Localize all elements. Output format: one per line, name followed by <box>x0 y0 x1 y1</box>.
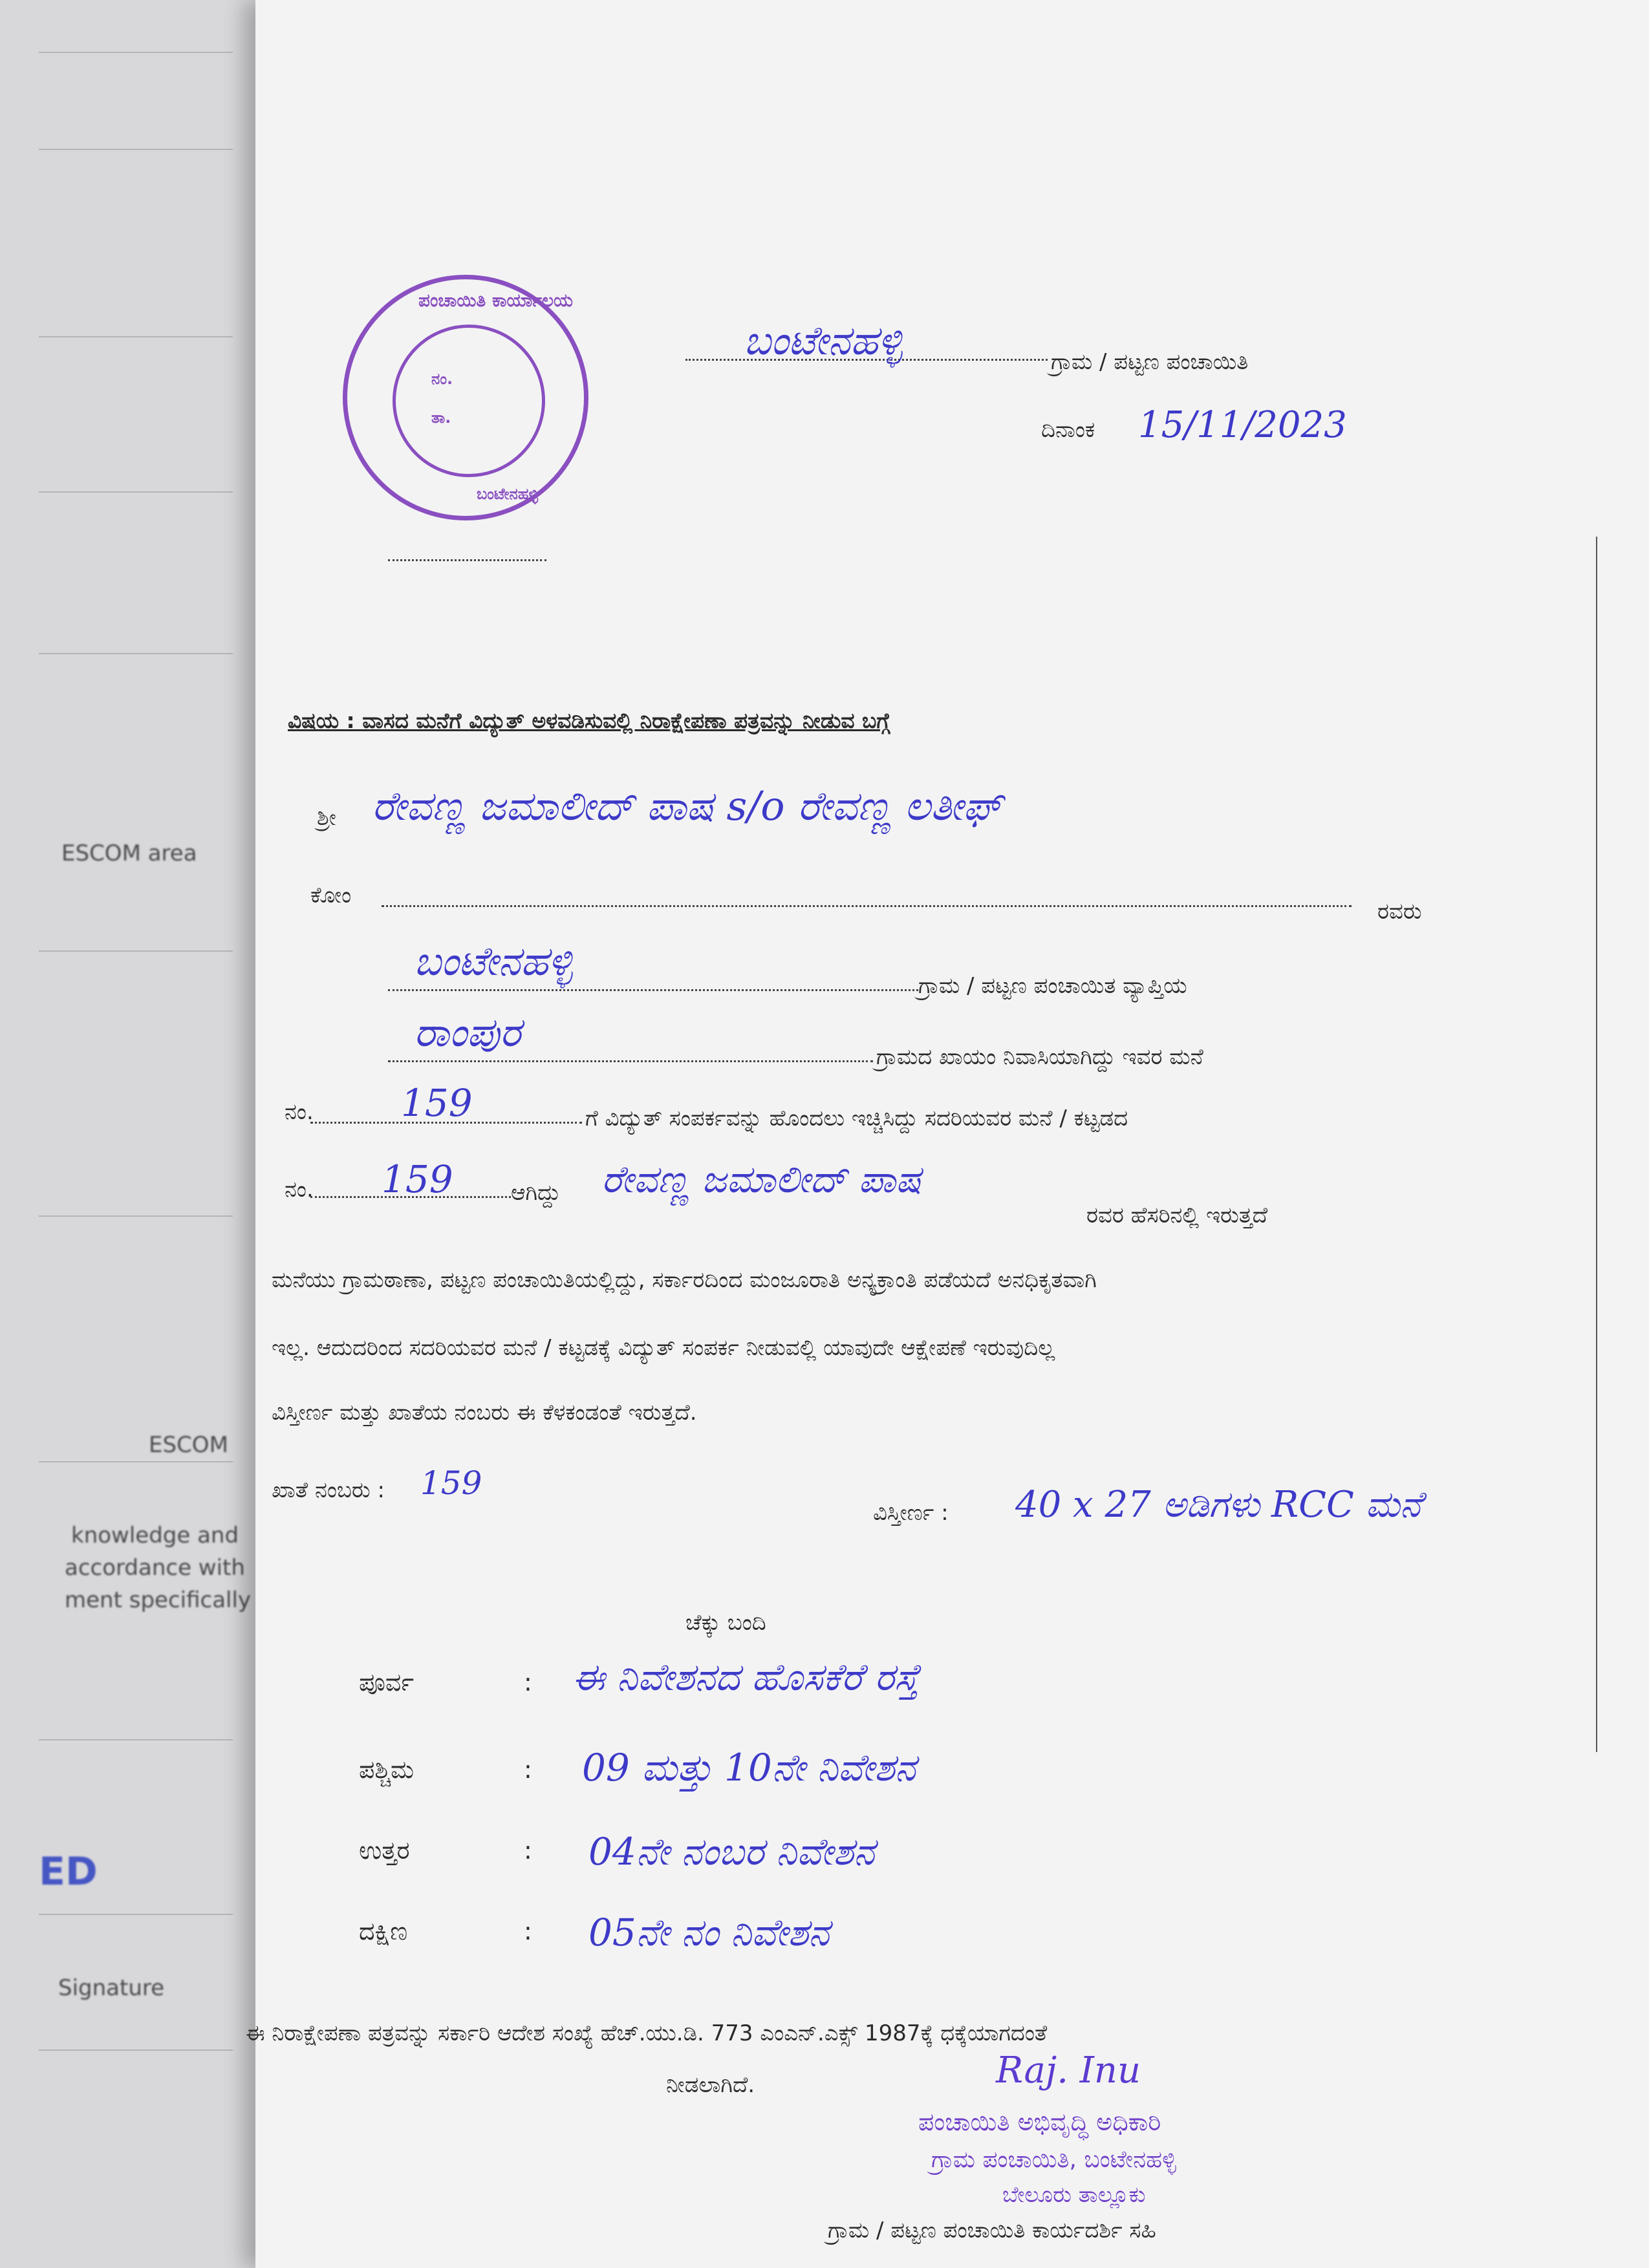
underlying-fragment: Signature <box>58 1975 165 2001</box>
government-order-line: ಈ ನಿರಾಕ್ಷೇಪಣಾ ಪತ್ರವನ್ನು ಸರ್ಕಾರಿ ಆದೇಶ ಸಂಖ್ಯೆ ಹೆಚ್.ಯು.ಡಿ. 773 ಎಂಎನ್.ಎಕ್ಸ್ 1987ಕ್ಕೆ ಧಕ್ಕೆಯಾಗದಂತೆ <box>246 2020 1048 2046</box>
boundary-colon: : <box>524 1836 532 1865</box>
divider <box>39 336 233 337</box>
divider <box>39 1739 233 1740</box>
house-no2-line <box>310 1196 511 1198</box>
applicant-name: ರೇವಣ್ಣ ಜಮಾಲೀದ್ ಪಾಷ s/o ರೇವಣ್ಣ ಲತೀಫ್ <box>372 782 1002 829</box>
divider <box>39 653 233 654</box>
boundary-south-label: ದಕ್ಷಿಣ <box>359 1917 408 1945</box>
boundary-south-value: 05ನೇ ನಂ ನಿವೇಶನ <box>588 1910 830 1954</box>
seal-date-text: ತಾ. <box>431 409 451 427</box>
no-prefix-2: ನಂ. <box>285 1177 314 1203</box>
boundaries-title: ಚೆಕ್ಕು ಬಂದಿ <box>685 1610 766 1636</box>
ravaru-label: ರವರು <box>1377 899 1422 925</box>
sri-label: ಶ್ರೀ <box>317 805 336 831</box>
area-value: 40 x 27 ಅಡಿಗಳು RCC ಮನೆ <box>1015 1484 1422 1526</box>
office-name: ಗ್ರಾಮ ಪಂಚಾಯಿತಿ, ಬಂಟೇನಹಳ್ಳಿ <box>931 2146 1176 2173</box>
place-line <box>388 1060 873 1062</box>
underlying-fragment: ESCOM <box>149 1432 228 1458</box>
place-handwritten: ರಾಂಪುರ <box>414 1009 521 1056</box>
seal-inner-ring <box>393 325 545 477</box>
village2-handwritten: ಬಂಟೇನಹಳ್ಳಿ <box>414 937 573 985</box>
kom-line <box>382 905 1352 907</box>
seal-no-text: ನಂ. <box>431 370 453 388</box>
line5-label: ರವರ ಹೆಸರಿನಲ್ಲಿ ಇರುತ್ತದೆ <box>1086 1203 1268 1228</box>
divider <box>39 2049 233 2051</box>
divider <box>39 149 233 150</box>
issued-text: ನೀಡಲಾಗಿದೆ. <box>666 2072 755 2098</box>
paragraph-line-2: ಇಲ್ಲ. ಆದುದರಿಂದ ಸದರಿಯವರ ಮನೆ / ಕಟ್ಟಡಕ್ಕೆ ವಿದ್ಯುತ್ ಸಂಪರ್ಕ ನೀಡುವಲ್ಲಿ ಯಾವುದೇ ಆಕ್ಷೇಪಣೆ ಇರುವುದಿಲ್ಲ <box>272 1335 1055 1361</box>
line4-label: ಗೆ ವಿದ್ಯುತ್ ಸಂಪರ್ಕವನ್ನು ಹೊಂದಲು ಇಚ್ಚಿಸಿದ್ದು ಸದರಿಯವರ ಮನೆ / ಕಟ್ಟಡದ <box>585 1106 1128 1131</box>
agiddu-label: ಆಗಿದ್ದು <box>511 1180 561 1206</box>
boundary-colon: : <box>524 1668 532 1696</box>
officer-title: ಪಂಚಾಯಿತಿ ಅಭಿವೃದ್ಧಿ ಅಧಿಕಾರಿ <box>918 2108 1161 2136</box>
boundary-colon: : <box>524 1755 532 1784</box>
underlying-fragment: ment specifically <box>65 1587 252 1613</box>
divider <box>39 950 233 952</box>
date-value: 15/11/2023 <box>1138 404 1347 446</box>
boundary-colon: : <box>524 1917 532 1945</box>
subject: ವಿಷಯ : ವಾಸದ ಮನೆಗೆ ವಿದ್ಯುತ್ ಅಳವಡಿಸುವಲ್ಲಿ ನಿರಾಕ್ಷೇಪಣಾ ಪತ್ರವನ್ನು ನೀಡುವ ಬಗ್ಗೆ <box>288 708 890 733</box>
area-label: ವಿಸ್ತೀರ್ಣ : <box>873 1500 949 1526</box>
owner-handwritten: ರೇವಣ್ಣ ಜಮಾಲೀದ್ ಪಾಷ <box>601 1157 921 1201</box>
village-label: ಗ್ರಾಮ / ಪಟ್ಟಣ ಪಂಚಾಯಿತಿ <box>1051 349 1249 375</box>
boundary-north-label: ಉತ್ತರ <box>359 1836 410 1865</box>
officer-signature: Raj. Inu <box>996 2049 1141 2091</box>
house-number-1: 159 <box>401 1081 473 1125</box>
boundary-west-label: ಪಶ್ಚಿಮ <box>359 1755 415 1784</box>
underlying-fragment: knowledge and <box>71 1523 239 1548</box>
underlying-fragment: ED <box>39 1849 98 1894</box>
line2-label: ಗ್ರಾಮ / ಪಟ್ಟಣ ಪಂಚಾಯಿತ ವ್ಯಾಪ್ತಿಯ <box>918 973 1187 999</box>
paragraph-line-3: ವಿಸ್ತೀರ್ಣ ಮತ್ತು ಖಾತೆಯ ನಂಬರು ಈ ಕೆಳಕಂಡಂತೆ ಇರುತ್ತದೆ. <box>272 1400 697 1426</box>
divider <box>39 1914 233 1915</box>
ref-line <box>388 559 546 561</box>
boundary-east-value: ಈ ನಿವೇಶನದ ಹೊಸಕೆರೆ ರಸ್ತೆ <box>572 1655 920 1699</box>
underlying-fragment: accordance with <box>65 1555 245 1581</box>
seal-top-text: ಪಂಚಾಯಿತಿ ಕಾರ್ಯಾಲಯ <box>418 290 574 311</box>
taluk-name: ಬೇಲೂರು ತಾಲ್ಲೂಕು <box>1002 2182 1146 2208</box>
boundary-west-value: 09 ಮತ್ತು 10ನೇ ನಿವೇಶನ <box>582 1746 916 1790</box>
khata-label: ಖಾತೆ ನಂಬರು : <box>272 1477 385 1503</box>
village2-line <box>388 989 918 991</box>
house-number-2: 159 <box>382 1157 453 1201</box>
panchayat-seal <box>343 275 588 520</box>
underlying-fragment: ESCOM area <box>61 840 197 866</box>
seal-bottom-text: ಬಂಟೇನಹಳ್ಳಿ <box>477 485 539 503</box>
boundary-east-label: ಪೂರ್ವ <box>359 1668 415 1696</box>
date-label: ದಿನಾಂಕ <box>1041 417 1095 443</box>
no-prefix: ನಂ. <box>285 1099 314 1125</box>
page-edge-line <box>1596 537 1597 1752</box>
khata-value: 159 <box>420 1464 482 1502</box>
underlying-document <box>0 0 259 2268</box>
paragraph-line-1: ಮನೆಯು ಗ್ರಾಮಠಾಣಾ, ಪಟ್ಟಣ ಪಂಚಾಯಿತಿಯಲ್ಲಿದ್ದು, ಸರ್ಕಾರದಿಂದ ಮಂಜೂರಾತಿ ಅನ್ಯಕ್ರಾಂತಿ ಪಡೆಯದೆ ಅನಧಿಕೃತವಾಗಿ <box>272 1267 1097 1293</box>
divider <box>39 491 233 493</box>
divider <box>39 1461 233 1462</box>
secretary-signature-line: ಗ್ರಾಮ / ಪಟ್ಟಣ ಪಂಚಾಯಿತಿ ಕಾರ್ಯದರ್ಶಿ ಸಹಿ <box>828 2218 1156 2243</box>
divider <box>39 52 233 53</box>
line3-label: ಗ್ರಾಮದ ಖಾಯಂ ನಿವಾಸಿಯಾಗಿದ್ದು ಇವರ ಮನೆ <box>876 1044 1203 1070</box>
divider <box>39 1215 233 1217</box>
boundary-north-value: 04ನೇ ನಂಬರ ನಿವೇಶನ <box>588 1830 875 1874</box>
house-no-line <box>310 1122 582 1124</box>
village-handwritten: ಬಂಟೇನಹಳ್ಳಿ <box>744 317 903 364</box>
kom-label: ಕೋಂ <box>310 883 352 908</box>
